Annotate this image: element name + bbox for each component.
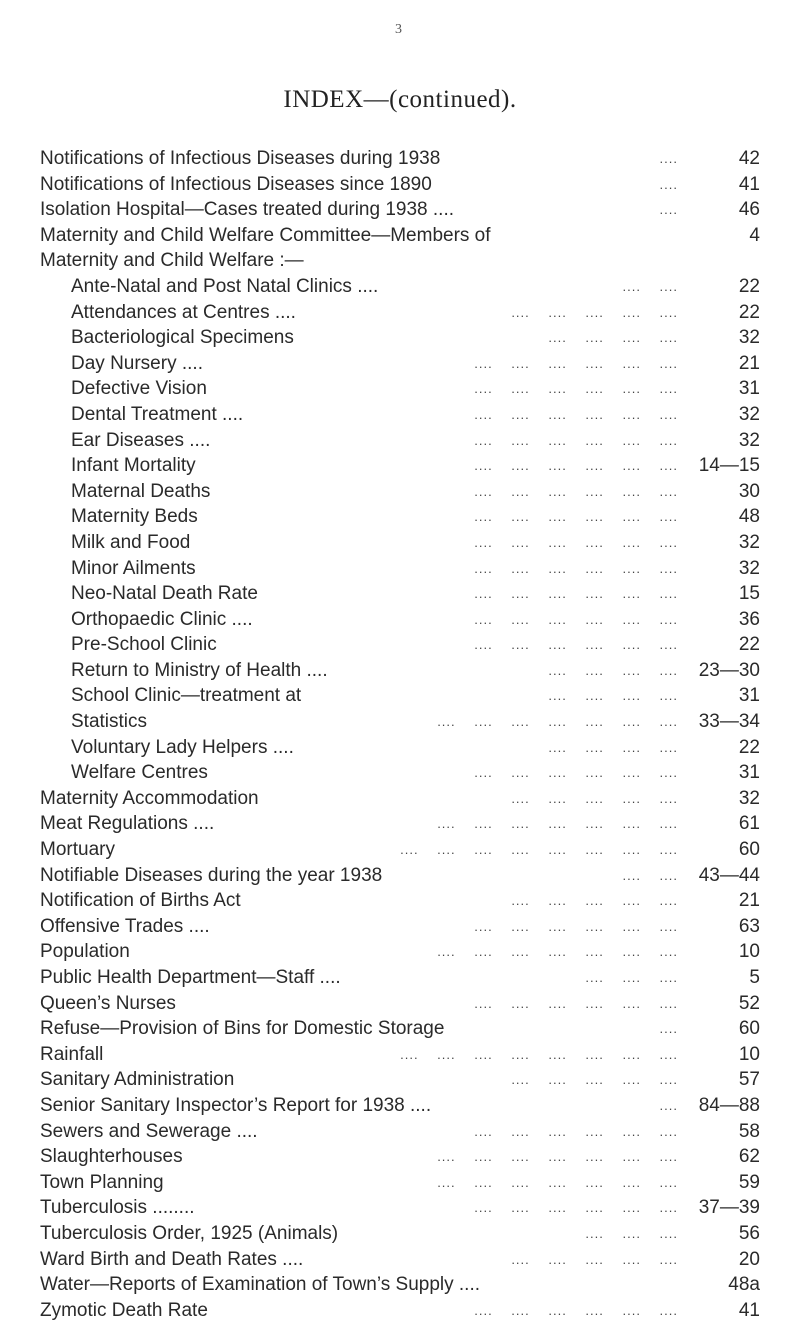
index-entry xyxy=(40,428,760,454)
leader-dots: .... .... .... .... .... xyxy=(511,893,678,909)
entry-label: School Clinic—treatment at xyxy=(71,685,302,707)
entry-label: Maternal Deaths xyxy=(71,480,211,502)
leader-dots: .... xyxy=(659,151,678,166)
index-entry xyxy=(40,1195,760,1221)
leader-dots: .... .... xyxy=(622,867,678,883)
entry-label: Sewers and Sewerage .... xyxy=(40,1120,258,1142)
entry-label: Statistics xyxy=(71,711,148,733)
index-entry xyxy=(40,1170,760,1196)
entry-label: Tuberculosis ........ xyxy=(40,1197,195,1219)
entry-page-number: 22 xyxy=(738,301,760,323)
entry-label: Maternity Beds xyxy=(71,506,198,528)
leader-dots: .... .... .... .... .... .... xyxy=(474,586,678,602)
entry-label: Mortuary xyxy=(40,839,115,861)
entry-page-number: 15 xyxy=(738,583,760,605)
entry-label: Neo-Natal Death Rate xyxy=(71,583,258,605)
entry-page-number: 14—15 xyxy=(698,455,760,477)
index-entry xyxy=(40,1067,760,1093)
entry-label: Notifications of Infectious Diseases during 1938 xyxy=(40,148,441,169)
leader-dots: .... .... .... .... .... .... .... xyxy=(437,1174,678,1190)
index-entry xyxy=(40,197,760,223)
entry-page-number: 4 xyxy=(749,224,760,246)
leader-dots: .... .... .... .... .... .... xyxy=(474,1200,678,1216)
leader-dots: .... .... .... .... .... .... xyxy=(474,458,678,474)
leader-dots: .... .... .... .... .... .... xyxy=(474,406,678,422)
index-entry xyxy=(40,965,760,991)
entry-label: Bacteriological Specimens xyxy=(71,327,294,349)
entry-page-number: 32 xyxy=(738,429,760,451)
entry-page-number: 60 xyxy=(738,839,760,861)
entry-label: Pre-School Clinic xyxy=(71,634,217,656)
leader-dots: .... .... .... xyxy=(585,970,678,985)
entry-label: Public Health Department—Staff .... xyxy=(40,967,341,988)
entry-page-number: 21 xyxy=(738,890,760,912)
entry-page-number: 48 xyxy=(738,506,760,528)
entry-label: Meat Regulations .... xyxy=(40,813,215,835)
entry-label: Defective Vision xyxy=(71,378,207,400)
entry-page-number: 5 xyxy=(749,967,760,988)
entry-page-number: 41 xyxy=(738,1299,760,1321)
index-entry xyxy=(40,146,760,172)
entry-page-number: 43—44 xyxy=(698,864,760,886)
leader-dots: .... .... .... .... .... .... xyxy=(474,1302,678,1318)
leader-dots: .... xyxy=(659,176,678,192)
entry-label: Welfare Centres xyxy=(71,762,208,784)
leader-dots: .... .... .... .... xyxy=(548,330,678,346)
leader-dots: .... .... .... .... .... .... xyxy=(474,432,678,448)
index-entry xyxy=(40,939,760,965)
entry-page-number: 48a xyxy=(728,1274,760,1296)
entry-page-number: 22 xyxy=(738,634,760,656)
entry-label: Orthopaedic Clinic .... xyxy=(71,608,253,630)
leader-dots: .... xyxy=(659,202,678,218)
index-entry xyxy=(40,479,760,505)
index-entry xyxy=(40,1144,760,1170)
entry-label: Maternity and Child Welfare Committee—Members of xyxy=(40,224,491,246)
entry-page-number: 84—88 xyxy=(698,1094,760,1116)
leader-dots: .... .... .... .... .... .... xyxy=(474,637,678,653)
index-entry xyxy=(40,632,760,658)
index-entry xyxy=(40,581,760,607)
index-entry xyxy=(40,1016,760,1042)
index-entry xyxy=(40,760,760,786)
index-entry xyxy=(40,351,760,377)
index-entry xyxy=(40,811,760,837)
index-entry xyxy=(40,863,760,889)
entry-page-number: 41 xyxy=(738,173,760,195)
index-entry xyxy=(40,223,760,249)
entry-page-number: 60 xyxy=(738,1018,760,1040)
leader-dots: .... .... .... .... xyxy=(548,662,678,678)
page-title: INDEX—(continued). xyxy=(283,86,517,113)
entry-label: Ante-Natal and Post Natal Clinics .... xyxy=(71,275,379,297)
entry-label: Queen’s Nurses xyxy=(40,992,176,1014)
index-entry xyxy=(40,683,760,709)
index-entry xyxy=(40,1093,760,1119)
entry-page-number: 30 xyxy=(738,480,760,502)
index-entry xyxy=(40,274,760,300)
entry-page-number: 59 xyxy=(738,1171,760,1193)
leader-dots: .... .... .... .... .... .... .... xyxy=(437,816,678,832)
entry-page-number: 32 xyxy=(738,557,760,579)
entry-page-number: 21 xyxy=(738,352,760,374)
index-entry xyxy=(40,248,760,274)
index-entry xyxy=(40,1272,760,1298)
entry-page-number: 32 xyxy=(738,531,760,553)
leader-dots: .... .... .... .... .... xyxy=(511,1251,678,1267)
entry-label: Milk and Food xyxy=(71,531,191,553)
leader-dots: .... .... .... .... .... .... .... xyxy=(437,1149,678,1165)
leader-dots: .... .... .... .... .... .... xyxy=(474,560,678,576)
entry-page-number: 20 xyxy=(738,1248,760,1270)
entry-page-number: 56 xyxy=(738,1222,760,1244)
entry-page-number: 57 xyxy=(738,1069,760,1091)
leader-dots: .... .... .... .... .... .... xyxy=(474,483,678,499)
leader-dots: .... .... .... .... xyxy=(548,688,678,704)
entry-page-number: 32 xyxy=(738,787,760,809)
entry-page-number: 42 xyxy=(738,148,760,169)
index-entry xyxy=(40,837,760,863)
leader-dots: .... xyxy=(659,1097,678,1113)
index-entry xyxy=(40,1119,760,1145)
entry-label: Notifiable Diseases during the year 1938 xyxy=(40,864,383,886)
leader-dots: .... .... .... .... .... .... xyxy=(474,381,678,397)
index-entry xyxy=(40,1247,760,1273)
leader-dots: .... .... .... .... .... .... xyxy=(474,534,678,550)
entry-label: Town Planning xyxy=(40,1171,164,1193)
entry-label: Refuse—Provision of Bins for Domestic Storage xyxy=(40,1018,445,1040)
index-entry xyxy=(40,300,760,326)
leader-dots: .... .... .... .... .... xyxy=(511,304,678,320)
index-entry xyxy=(40,607,760,633)
entry-label: Population xyxy=(40,941,130,963)
entry-label: Ear Diseases .... xyxy=(71,429,211,451)
entry-page-number: 46 xyxy=(738,199,760,221)
index-entry xyxy=(40,376,760,402)
entry-label: Isolation Hospital—Cases treated during 1938 .... xyxy=(40,199,455,221)
index-entry xyxy=(40,786,760,812)
leader-dots: .... .... .... .... .... .... .... .... xyxy=(400,842,678,858)
index-entry xyxy=(40,172,760,198)
leader-dots: .... .... .... .... .... .... .... xyxy=(437,714,678,730)
leader-dots: .... .... .... .... .... .... xyxy=(474,1123,678,1139)
entry-page-number: 31 xyxy=(738,685,760,707)
entry-label: Senior Sanitary Inspector’s Report for 1938 .... xyxy=(40,1094,432,1116)
index-entry xyxy=(40,1042,760,1068)
index-entry xyxy=(40,658,760,684)
entry-label: Tuberculosis Order, 1925 (Animals) xyxy=(40,1222,339,1244)
index-entry xyxy=(40,888,760,914)
entry-page-number: 10 xyxy=(738,1043,760,1065)
entry-label: Zymotic Death Rate xyxy=(40,1299,208,1321)
entry-page-number: 62 xyxy=(738,1146,760,1168)
entry-page-number: 31 xyxy=(738,762,760,784)
index-entry xyxy=(40,325,760,351)
index-entry xyxy=(40,991,760,1017)
entry-label: Offensive Trades .... xyxy=(40,915,210,937)
entry-page-number: 23—30 xyxy=(698,659,760,681)
index-entry xyxy=(40,735,760,761)
index-entry xyxy=(40,402,760,428)
entry-label: Maternity Accommodation xyxy=(40,787,259,809)
index-entry xyxy=(40,1221,760,1247)
index-entry xyxy=(40,556,760,582)
index-entry xyxy=(40,914,760,940)
leader-dots: .... .... .... .... .... .... xyxy=(474,995,678,1011)
page-number: 3 xyxy=(395,22,402,37)
entry-label: Day Nursery .... xyxy=(71,352,203,374)
entry-page-number: 22 xyxy=(738,736,760,758)
entry-label: Notifications of Infectious Diseases since 1890 xyxy=(40,173,432,195)
leader-dots: .... .... .... .... .... xyxy=(511,790,678,806)
leader-dots: .... .... .... .... xyxy=(548,739,678,755)
entry-label: Voluntary Lady Helpers .... xyxy=(71,736,294,758)
entry-page-number: 32 xyxy=(738,327,760,349)
leader-dots: .... .... .... .... .... .... xyxy=(474,355,678,371)
entry-label: Sanitary Administration xyxy=(40,1069,235,1091)
entry-label: Return to Ministry of Health .... xyxy=(71,659,328,681)
leader-dots: .... .... xyxy=(622,278,678,294)
entry-label: Ward Birth and Death Rates .... xyxy=(40,1248,304,1270)
entry-label: Infant Mortality xyxy=(71,455,196,477)
index-entry xyxy=(40,1298,760,1324)
leader-dots: .... .... .... .... .... .... .... xyxy=(437,944,678,960)
entry-label: Notification of Births Act xyxy=(40,890,241,912)
entry-label: Attendances at Centres .... xyxy=(71,301,296,323)
entry-label: Minor Ailments xyxy=(71,557,196,579)
entry-label: Dental Treatment .... xyxy=(71,403,244,425)
entry-page-number: 36 xyxy=(738,608,760,630)
leader-dots: .... .... .... .... .... .... xyxy=(474,509,678,525)
leader-dots: .... .... .... xyxy=(585,1225,678,1241)
entry-page-number: 63 xyxy=(738,915,760,937)
leader-dots: .... .... .... .... .... .... xyxy=(474,765,678,781)
index-entry xyxy=(40,709,760,735)
leader-dots: .... .... .... .... .... xyxy=(511,1072,678,1088)
entry-label: Water—Reports of Examination of Town’s Supply .... xyxy=(40,1274,481,1296)
entry-label: Rainfall xyxy=(40,1043,104,1065)
index-entry xyxy=(40,530,760,556)
leader-dots: .... .... .... .... .... .... xyxy=(474,918,678,934)
entry-page-number: 31 xyxy=(738,378,760,400)
entry-page-number: 37—39 xyxy=(698,1197,760,1219)
entry-label: Maternity and Child Welfare :— xyxy=(40,250,304,272)
index-list xyxy=(40,146,760,1323)
entry-page-number: 61 xyxy=(738,813,760,835)
index-entry xyxy=(40,453,760,479)
entry-page-number: 52 xyxy=(738,992,760,1014)
entry-page-number: 58 xyxy=(738,1120,760,1142)
index-entry xyxy=(40,504,760,530)
leader-dots: .... .... .... .... .... .... xyxy=(474,611,678,627)
entry-page-number: 22 xyxy=(738,275,760,297)
entry-page-number: 33—34 xyxy=(698,711,760,733)
leader-dots: .... xyxy=(659,1021,678,1037)
leader-dots: .... .... .... .... .... .... .... .... xyxy=(400,1046,678,1062)
entry-label: Slaughterhouses xyxy=(40,1146,183,1168)
entry-page-number: 32 xyxy=(738,403,760,425)
entry-page-number: 10 xyxy=(738,941,760,963)
